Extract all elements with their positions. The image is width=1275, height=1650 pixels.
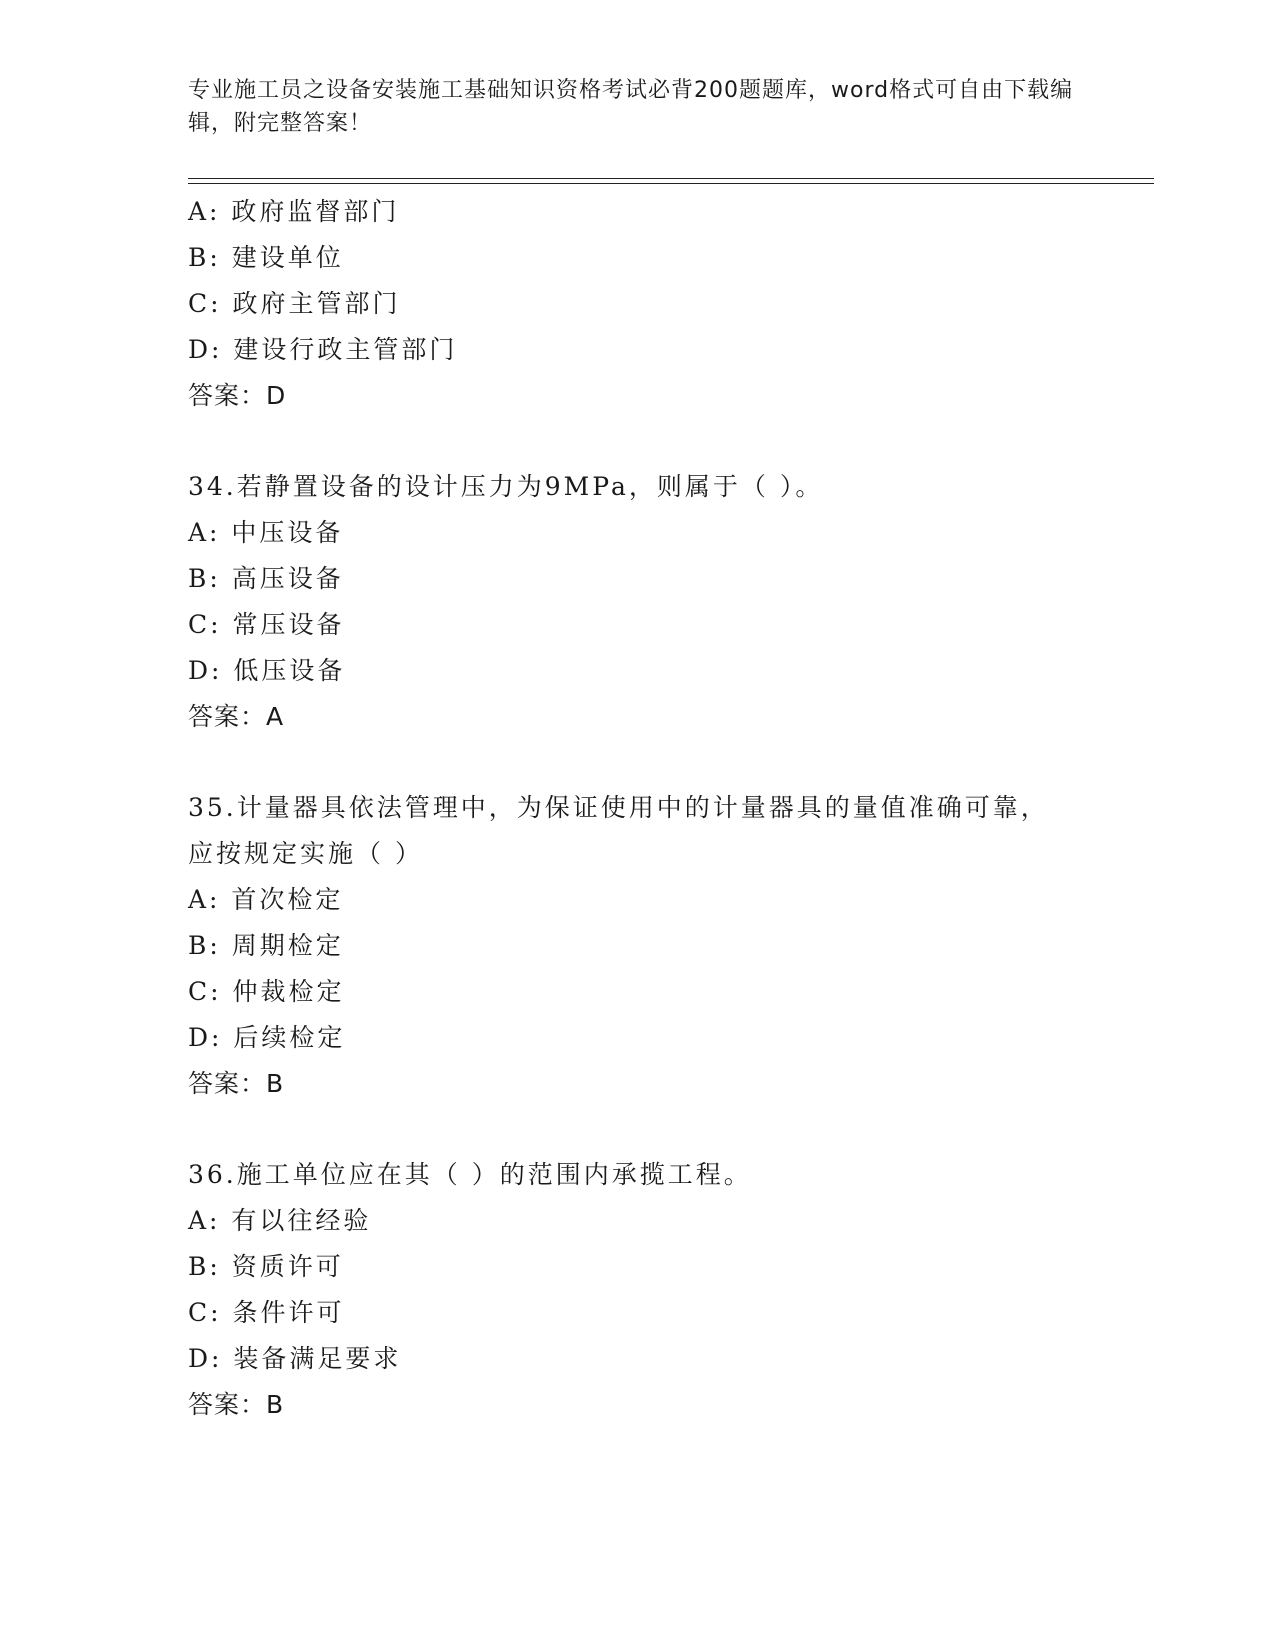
option-b: B: 高压设备 bbox=[188, 564, 344, 593]
question-34 bbox=[188, 464, 1118, 740]
question-33 bbox=[188, 189, 1118, 419]
question-text-line-1: 35.计量器具依法管理中，为保证使用中的计量器具的量值准确可靠， bbox=[188, 793, 1049, 822]
option-a: A: 首次检定 bbox=[188, 885, 344, 914]
option-c: C: 仲裁检定 bbox=[188, 977, 345, 1006]
header-divider-top bbox=[188, 178, 1154, 179]
option-a: A: 政府监督部门 bbox=[188, 197, 400, 226]
option-a: A: 中压设备 bbox=[188, 518, 344, 547]
option-b: B: 周期检定 bbox=[188, 931, 344, 960]
question-text-line-2: 应按规定实施（ ） bbox=[188, 839, 423, 868]
option-d: D: 装备满足要求 bbox=[188, 1344, 402, 1373]
option-c: C: 政府主管部门 bbox=[188, 289, 401, 318]
header-divider-bottom bbox=[188, 183, 1154, 184]
option-d: D: 低压设备 bbox=[188, 656, 346, 685]
answer-line: 答案：B bbox=[188, 1390, 285, 1419]
question-35 bbox=[188, 785, 1118, 1107]
option-b: B: 资质许可 bbox=[188, 1252, 344, 1281]
answer-line: 答案：A bbox=[188, 702, 285, 731]
question-text: 36.施工单位应在其（ ）的范围内承揽工程。 bbox=[188, 1160, 752, 1189]
answer-line: 答案：D bbox=[188, 381, 287, 410]
question-list bbox=[188, 189, 1118, 1428]
option-c: C: 条件许可 bbox=[188, 1298, 345, 1327]
answer-line: 答案：B bbox=[188, 1069, 285, 1098]
question-spacer bbox=[188, 419, 1118, 464]
option-a: A: 有以往经验 bbox=[188, 1206, 372, 1235]
question-spacer bbox=[188, 1107, 1118, 1152]
question-36 bbox=[188, 1152, 1118, 1428]
option-d: D: 建设行政主管部门 bbox=[188, 335, 458, 364]
question-text: 34.若静置设备的设计压力为9MPa，则属于（ ）。 bbox=[188, 472, 824, 501]
option-b: B: 建设单位 bbox=[188, 243, 344, 272]
document-header: 专业施工员之设备安装施工基础知识资格考试必背200题题库，word格式可自由下载编辑，附完整答案！ bbox=[188, 78, 1074, 136]
question-spacer bbox=[188, 740, 1118, 785]
option-c: C: 常压设备 bbox=[188, 610, 345, 639]
option-d: D: 后续检定 bbox=[188, 1023, 346, 1052]
